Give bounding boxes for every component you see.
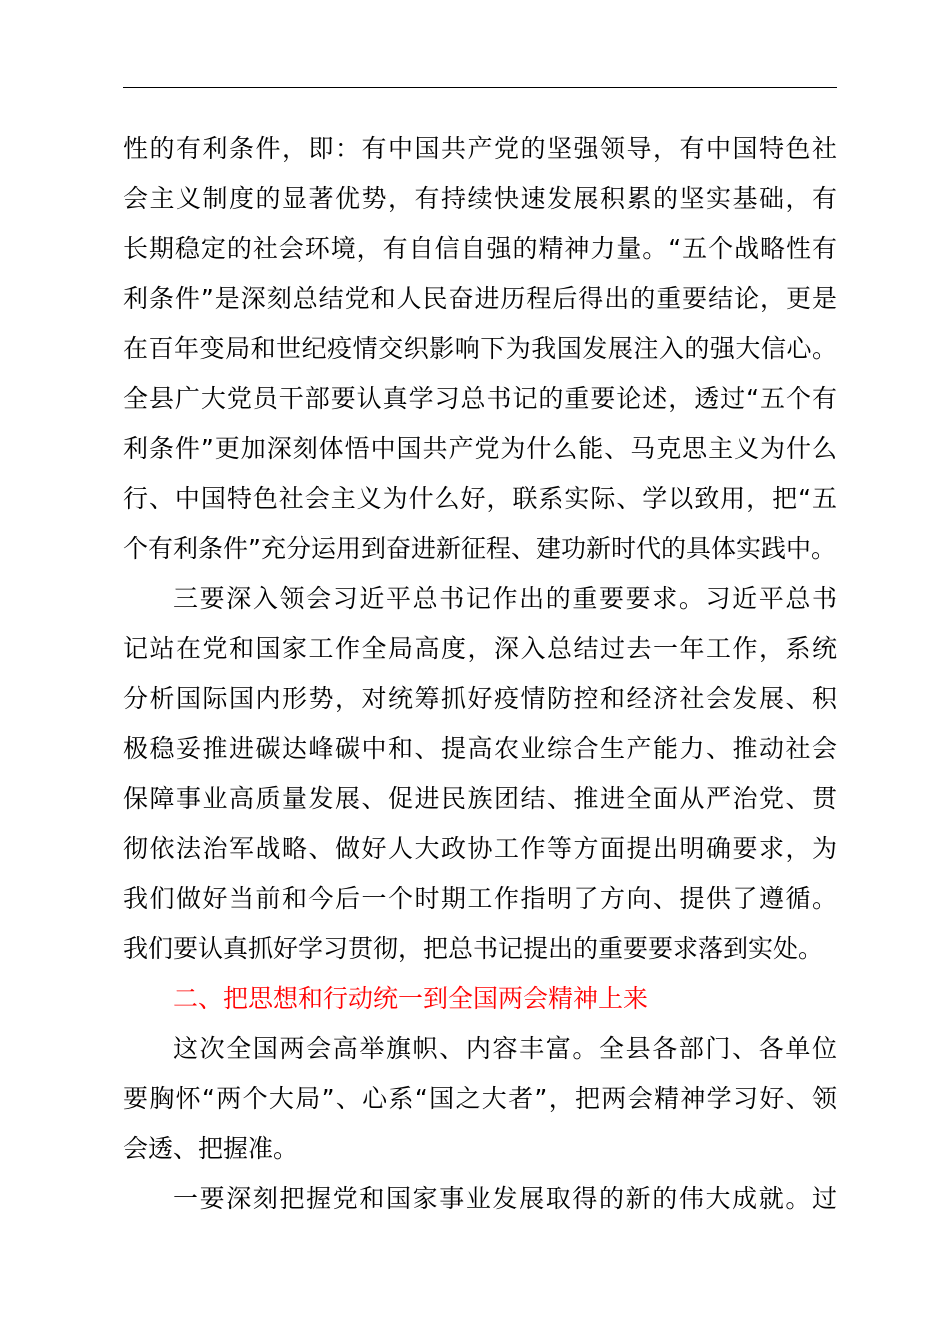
- text-line: 利条件”更加深刻体悟中国共产党为什么能、马克思主义为什么: [123, 434, 837, 463]
- paragraph-start-line: 一要深刻把握党和国家事业发展取得的新的伟大成就。过: [173, 1184, 837, 1213]
- text-line: 极稳妥推进碳达峰碳中和、提高农业综合生产能力、推动社会: [123, 734, 837, 763]
- text-line: 性的有利条件，即：有中国共产党的坚强领导，有中国特色社: [123, 134, 837, 163]
- paragraph-start-line: 三要深入领会习近平总书记作出的重要要求。习近平总书: [173, 584, 837, 613]
- document-body: [123, 124, 837, 1224]
- text-line: 彻依法治军战略、做好人大政协工作等方面提出明确要求，为: [123, 834, 837, 863]
- text-line: 保障事业高质量发展、促进民族团结、推进全面从严治党、贯: [123, 784, 837, 813]
- text-line: 我们要认真抓好学习贯彻，把总书记提出的重要要求落到实处。: [123, 934, 824, 963]
- text-line: 会主义制度的显著优势，有持续快速发展积累的坚实基础，有: [123, 184, 837, 213]
- text-line: 全县广大党员干部要认真学习总书记的重要论述，透过“五个有: [123, 384, 837, 413]
- text-line: 利条件”是深刻总结党和人民奋进历程后得出的重要结论，更是: [123, 284, 837, 313]
- section-heading: 二、把思想和行动统一到全国两会精神上来: [173, 984, 649, 1013]
- paragraph-start-line: 这次全国两会高举旗帜、内容丰富。全县各部门、各单位: [173, 1034, 837, 1063]
- text-line: 我们做好当前和今后一个时期工作指明了方向、提供了遵循。: [123, 884, 837, 913]
- text-line: 要胸怀“两个大局”、心系“国之大者”，把两会精神学习好、领: [123, 1084, 837, 1113]
- header-rule: [123, 87, 837, 88]
- text-line: 长期稳定的社会环境，有自信自强的精神力量。“五个战略性有: [123, 234, 837, 263]
- text-line: 记站在党和国家工作全局高度，深入总结过去一年工作，系统: [123, 634, 837, 663]
- text-line: 分析国际国内形势，对统筹抓好疫情防控和经济社会发展、积: [123, 684, 837, 713]
- text-line: 个有利条件”充分运用到奋进新征程、建功新时代的具体实践中。: [123, 534, 836, 563]
- text-line: 行、中国特色社会主义为什么好，联系实际、学以致用，把“五: [123, 484, 837, 513]
- text-line: 会透、把握准。: [123, 1134, 299, 1163]
- text-line: 在百年变局和世纪疫情交织影响下为我国发展注入的强大信心。: [123, 334, 837, 363]
